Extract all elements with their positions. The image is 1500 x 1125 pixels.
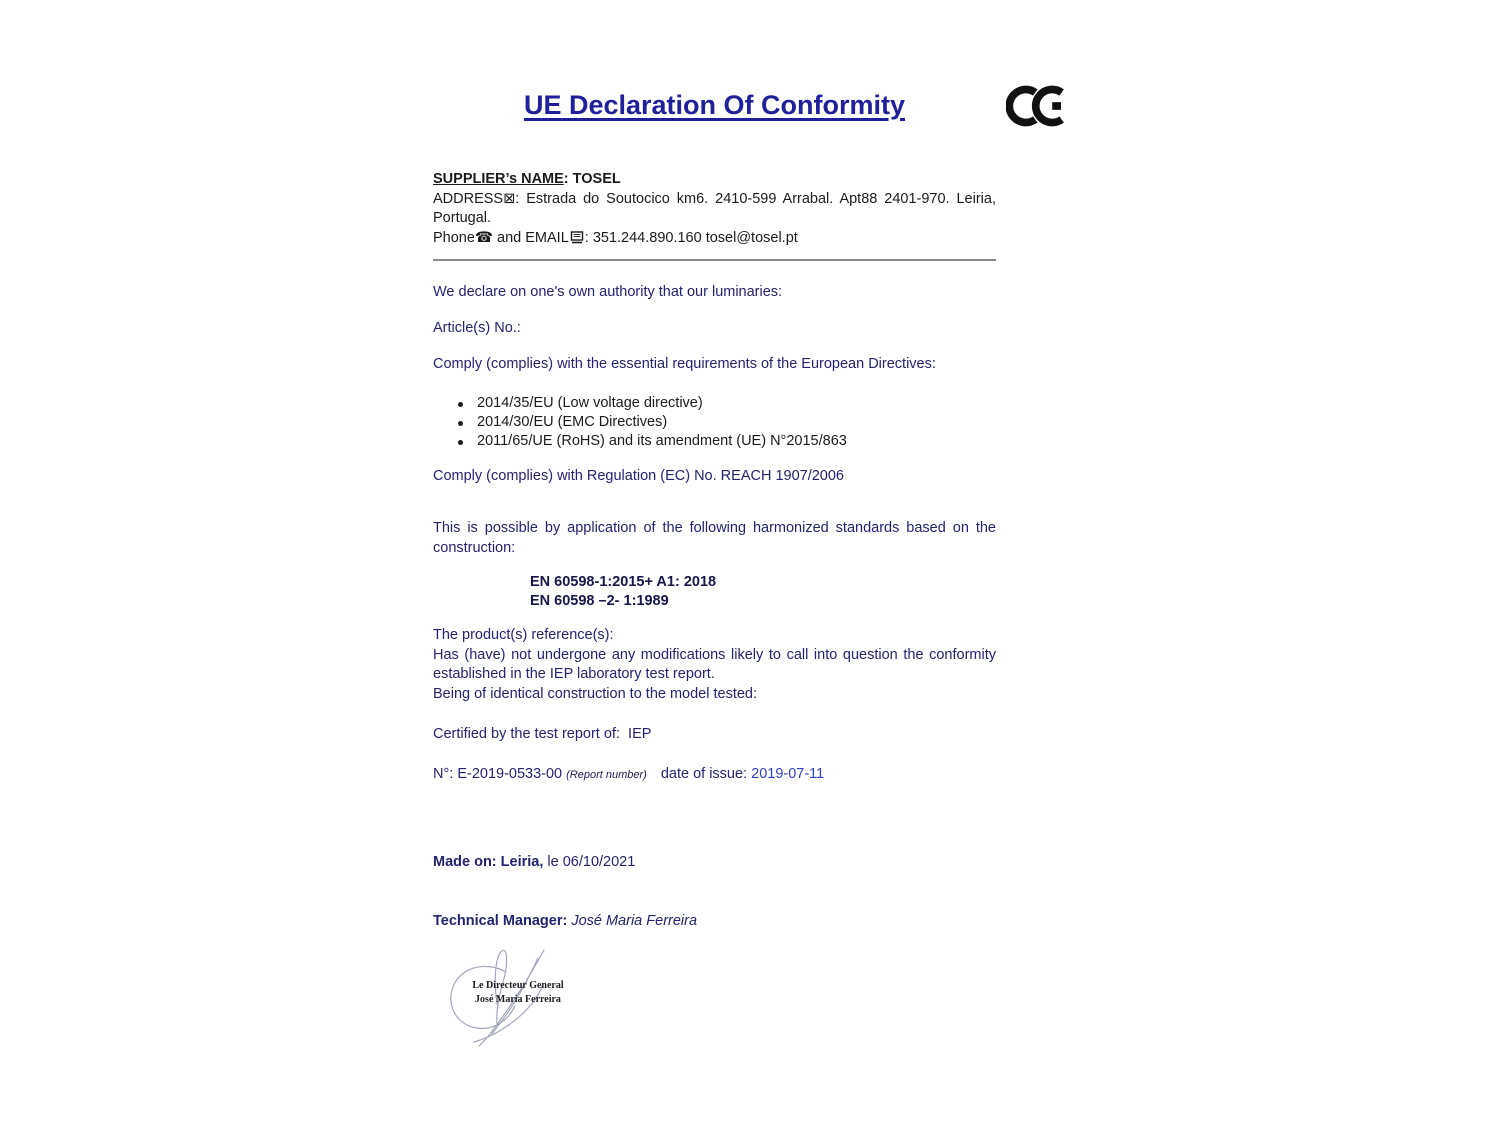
signature-name: José Maria Ferreira: [475, 994, 561, 1005]
product-block: [433, 626, 996, 704]
signature-text: [458, 979, 578, 1007]
standard-item: EN 60598-1:2015+ A1: 2018: [530, 574, 717, 590]
directives-list: [433, 394, 996, 451]
address-value: : Estrada do Soutocico km6. 2410-599 Arrabal. Apt88 2401-970. Leiria, Portugal.: [433, 190, 996, 226]
ce-mark-logo: [1006, 84, 1072, 133]
page-title: UE Declaration Of Conformity: [523, 90, 906, 120]
standards-list: [530, 573, 996, 610]
made-on-value: le 06/10/2021: [543, 854, 636, 870]
ce-mark-icon: [1006, 84, 1072, 128]
product-ref-line: The product(s) reference(s):: [433, 627, 614, 643]
supplier-block: [433, 170, 996, 248]
supplier-name-label: SUPPLIER’s NAME: [433, 171, 564, 187]
no-modifications-line: Has (have) not undergone any modifications likely to call into question the conformity established in the IEP laboratory test report.: [433, 646, 996, 682]
envelope-icon: ⊠: [503, 190, 516, 207]
signature-title: Le Directeur General: [472, 980, 564, 991]
supplier-name-value: : TOSEL: [563, 171, 621, 187]
directive-item: 2014/35/EU (Low voltage directive): [477, 394, 996, 413]
signature-block: [440, 946, 580, 1051]
supplier-address-line: [433, 190, 996, 229]
report-number-note: (Report number): [566, 768, 647, 781]
directive-item: 2014/30/EU (EMC Directives): [477, 413, 996, 432]
date-of-issue-label: date of issue:: [660, 765, 748, 782]
harmonized-intro: This is possible by application of the following harmonized standards based on the construction:: [433, 520, 996, 556]
certified-label: Certified by the test report of:: [433, 726, 620, 742]
technical-manager-value: José Maria Ferreira: [567, 912, 698, 929]
certified-value: IEP: [628, 726, 652, 742]
computer-icon: [570, 231, 584, 244]
contact-value: : 351.244.890.160 tosel@tosel.pt: [584, 229, 798, 246]
phone-icon: ☎: [474, 229, 493, 246]
report-line: [433, 765, 996, 786]
email-conj: and EMAIL: [493, 229, 569, 246]
divider-rule: [433, 259, 996, 261]
articles-line: Article(s) No.:: [433, 319, 521, 336]
phone-label: Phone: [433, 229, 475, 246]
made-on-label: Made on: Leiria,: [433, 854, 544, 870]
address-label: ADDRESS: [433, 190, 504, 207]
comply-reach-line: Comply (complies) with Regulation (EC) No. REACH 1907/2006: [433, 467, 844, 484]
technical-manager-line: [433, 912, 996, 932]
comply-directives-line: Comply (complies) with the essential requirements of the European Directives:: [433, 356, 936, 372]
report-number: N°: E-2019-0533-00: [433, 765, 563, 782]
made-on-line: [433, 853, 996, 873]
date-of-issue-value: 2019-07-11: [751, 765, 825, 782]
declaration-intro: We declare on one's own authority that our luminaries:: [433, 284, 783, 300]
supplier-contact-line: [433, 229, 996, 249]
identical-construction-line: Being of identical construction to the model tested:: [433, 685, 758, 702]
directive-item: 2011/65/UE (RoHS) and its amendment (UE) N°2015/863: [477, 432, 996, 451]
standard-item: EN 60598 –2- 1:1989: [530, 592, 669, 609]
certified-line: [433, 725, 996, 745]
supplier-name-line: [433, 170, 996, 190]
technical-manager-label: Technical Manager:: [433, 912, 568, 929]
